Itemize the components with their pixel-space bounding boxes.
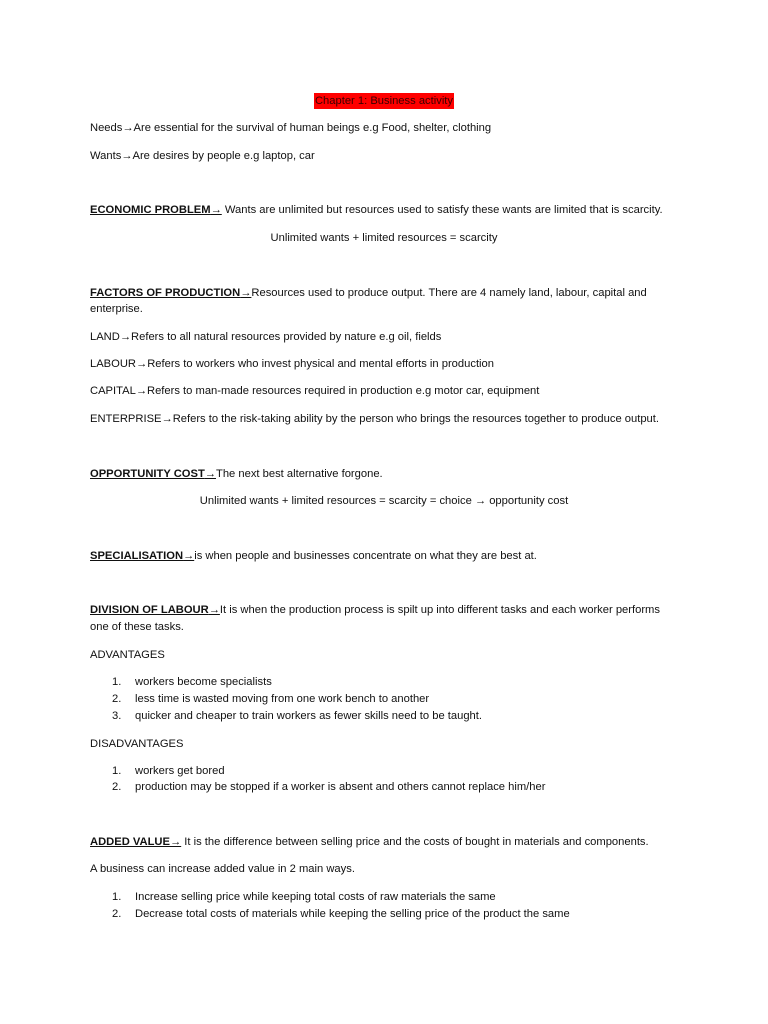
list-item [112,708,482,724]
factor-enterprise [90,411,659,427]
wants-definition [90,148,315,164]
added-value-heading [90,836,181,848]
list-item [112,889,496,905]
wants-term: Wants [90,150,122,162]
list-text: less time is wasted moving from one work bench to another [135,693,430,705]
scarcity-equation: Unlimited wants + limited resources = scarcity [270,232,498,244]
specialisation-heading [90,550,194,562]
arrow-icon: → [183,550,195,562]
list-text: Increase selling price while keeping total costs of raw materials the same [135,891,496,903]
list-item [112,906,570,922]
chapter-title-line [0,93,768,109]
needs-term: Needs [90,122,123,134]
opportunity-cost-definition [90,466,383,482]
arrow-icon: → [240,287,252,299]
added-value-definition [90,834,649,850]
list-number: 1. [112,765,122,777]
factors-definition [90,285,647,301]
arrow-icon: → [208,604,220,616]
economic-problem-heading-text: ECONOMIC PROBLEM [90,204,211,216]
factors-text-continued: enterprise. [90,303,143,315]
needs-definition [90,120,491,136]
factors-heading [90,287,251,299]
economic-problem-heading [90,204,222,216]
specialisation-definition [90,548,537,564]
factor-term: LAND [90,331,120,343]
factor-labour [90,356,494,372]
arrow-icon: → [136,358,148,370]
factor-capital [90,383,539,399]
factor-land [90,329,441,345]
list-number: 1. [112,676,122,688]
arrow-icon: → [135,385,147,397]
economic-problem-text: Wants are unlimited but resources used to satisfy these wants are limited that is scarcity. [221,204,663,216]
arrow-icon: → [121,150,133,162]
wants-text: Are desires by people e.g laptop, car [132,150,315,162]
list-number: 3. [112,710,122,722]
opportunity-cost-heading [90,468,216,480]
added-value-text: It is the difference between selling price and the costs of bought in materials and components. [181,836,649,848]
added-value-heading-text: ADDED VALUE [90,836,170,848]
list-item [112,674,272,690]
list-number: 2. [112,781,122,793]
arrow-icon: → [210,204,222,216]
factors-text: Resources used to produce output. There are 4 namely land, labour, capital and [251,287,647,299]
arrow-icon: → [161,413,173,425]
arrow-icon: → [204,468,216,480]
factor-text: Refers to the risk-taking ability by the person who brings the resources together to produce output. [172,413,659,425]
factor-term: CAPITAL [90,385,136,397]
division-of-labour-heading [90,604,220,616]
specialisation-text: is when people and businesses concentrate on what they are best at. [194,550,537,562]
arrow-icon: → [119,331,132,343]
list-number: 2. [112,693,122,705]
needs-text: Are essential for the survival of human beings e.g Food, shelter, clothing [133,122,492,134]
arrow-icon: → [122,122,134,134]
list-text: workers get bored [135,765,225,777]
advantages-label: ADVANTAGES [90,649,165,661]
list-number: 1. [112,891,122,903]
division-of-labour-text-continued: one of these tasks. [90,621,184,633]
opportunity-cost-equation: Unlimited wants + limited resources = scarcity = choice → opportunity cost [199,495,569,507]
division-of-labour-definition [90,602,660,618]
factor-text: Refers to man-made resources required in production e.g motor car, equipment [147,385,540,397]
list-item [112,691,429,707]
arrow-icon: → [169,836,182,848]
factor-text: Refers to all natural resources provided by nature e.g oil, fields [131,331,442,343]
opportunity-cost-heading-text: OPPORTUNITY COST [90,468,205,480]
economic-problem-definition [90,202,663,218]
division-of-labour-heading-text: DIVISION OF LABOUR [90,604,209,616]
disadvantages-label: DISADVANTAGES [90,738,184,750]
specialisation-heading-text: SPECIALISATION [90,550,184,562]
chapter-title: Chapter 1: Business activity [314,95,454,107]
list-item [112,763,225,779]
factor-term: LABOUR [90,358,137,370]
factor-text: Refers to workers who invest physical and mental efforts in production [147,358,494,370]
list-number: 2. [112,908,122,920]
opportunity-cost-text: The next best alternative forgone. [215,468,383,480]
added-value-intro: A business can increase added value in 2 main ways. [90,863,355,875]
factors-heading-text: FACTORS OF PRODUCTION [90,287,241,299]
list-text: quicker and cheaper to train workers as fewer skills need to be taught. [135,710,482,722]
list-item [112,779,545,795]
list-text: Decrease total costs of materials while keeping the selling price of the product the same [135,908,570,920]
list-text: production may be stopped if a worker is absent and others cannot replace him/her [135,781,546,793]
factor-term: ENTERPRISE [90,413,162,425]
division-of-labour-text: It is when the production process is spilt up into different tasks and each worker performs [219,604,660,616]
list-text: workers become specialists [135,676,272,688]
